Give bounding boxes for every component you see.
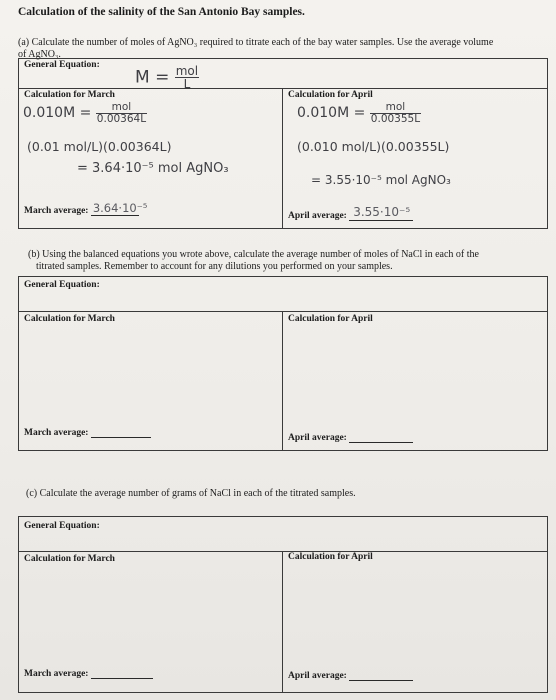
march-average-label: March average: (24, 669, 89, 679)
part-c-march-average (24, 668, 153, 679)
april-average-blank (349, 205, 413, 221)
part-c-question: (c) Calculate the average number of grams of NaCl in each of the titrated samples. (26, 488, 356, 499)
march-average-blank (91, 201, 148, 216)
part-b-question-line2: titrated samples. Remember to account for any dilutions you performed on your samples. (36, 260, 393, 272)
march-line1-fraction (96, 102, 147, 124)
part-a-question-line1: (a) Calculate the number of moles of AgNO₃ required to titrate each of the bay water samples. Use the average volume (18, 37, 494, 48)
march-line1-lhs: 0.010M = (23, 105, 92, 121)
part-b-april-average (288, 432, 413, 443)
march-average-value: 3.64·10⁻⁵ (92, 201, 148, 215)
part-c-april-cell (282, 551, 548, 693)
part-a-march-average (24, 201, 148, 216)
fraction-denominator: L (183, 77, 191, 91)
part-a-question-line2: of AgNO₃. (18, 48, 61, 60)
part-c-april-label: Calculation for April (288, 552, 373, 562)
part-c-march-label: Calculation for March (24, 554, 115, 564)
fraction-numerator: mol (96, 102, 147, 114)
part-a-general-equation-box (18, 58, 548, 89)
part-c-general-equation-label: General Equation: (24, 521, 100, 531)
march-average-label: March average: (24, 428, 89, 438)
fraction-numerator: mol (370, 102, 421, 114)
part-a-april-cell (282, 88, 548, 229)
part-b-april-cell (282, 311, 548, 451)
april-average-label: April average: (288, 211, 347, 221)
part-b-march-label: Calculation for March (24, 314, 115, 324)
part-b-question-line1: (b) Using the balanced equations you wrote above, calculate the average number of moles of NaCl in each of the (28, 249, 479, 260)
march-average-label: March average: (24, 206, 89, 216)
general-equation-lhs: M = (135, 67, 170, 88)
part-a-march-cell (18, 88, 283, 229)
part-b-april-label: Calculation for April (288, 314, 373, 324)
april-line1 (297, 102, 421, 124)
part-a-question (18, 37, 548, 60)
march-average-blank (91, 427, 151, 438)
part-a-april-average (288, 205, 413, 221)
part-b-question (28, 249, 548, 272)
part-b-general-equation-label: General Equation: (24, 280, 100, 290)
part-b-march-average (24, 427, 151, 438)
part-c-march-cell (18, 551, 283, 693)
march-line3: = 3.64·10⁻⁵ mol AgNO₃ (77, 161, 229, 176)
april-line1-fraction (370, 102, 421, 124)
april-line2: (0.010 mol/L)(0.00355L) (297, 139, 450, 154)
part-a-march-label: Calculation for March (24, 90, 115, 100)
april-line3: = 3.55·10⁻⁵ mol AgNO₃ (311, 173, 451, 187)
general-equation-fraction (175, 65, 199, 90)
part-a-general-equation-hand (135, 65, 199, 90)
part-b-march-cell (18, 311, 283, 451)
fraction-numerator: mol (175, 64, 199, 78)
march-average-blank (91, 668, 153, 679)
april-average-label: April average: (288, 671, 347, 681)
march-line1 (23, 102, 147, 124)
march-line2: (0.01 mol/L)(0.00364L) (27, 139, 172, 154)
april-average-blank (349, 432, 413, 443)
april-line1-lhs: 0.010M = (297, 105, 366, 121)
part-c-april-average (288, 670, 413, 681)
april-average-label: April average: (288, 433, 347, 443)
part-a-april-label: Calculation for April (288, 90, 373, 100)
part-a-general-equation-label: General Equation: (24, 60, 100, 70)
april-average-blank (349, 670, 413, 681)
page-title: Calculation of the salinity of the San Antonio Bay samples. (18, 6, 305, 18)
fraction-denominator: 0.00355L (370, 112, 421, 125)
april-average-value: 3.55·10⁻⁵ (353, 205, 411, 219)
part-c-general-equation-box (18, 516, 548, 552)
fraction-denominator: 0.00364L (96, 112, 147, 125)
part-b-general-equation-box (18, 276, 548, 312)
